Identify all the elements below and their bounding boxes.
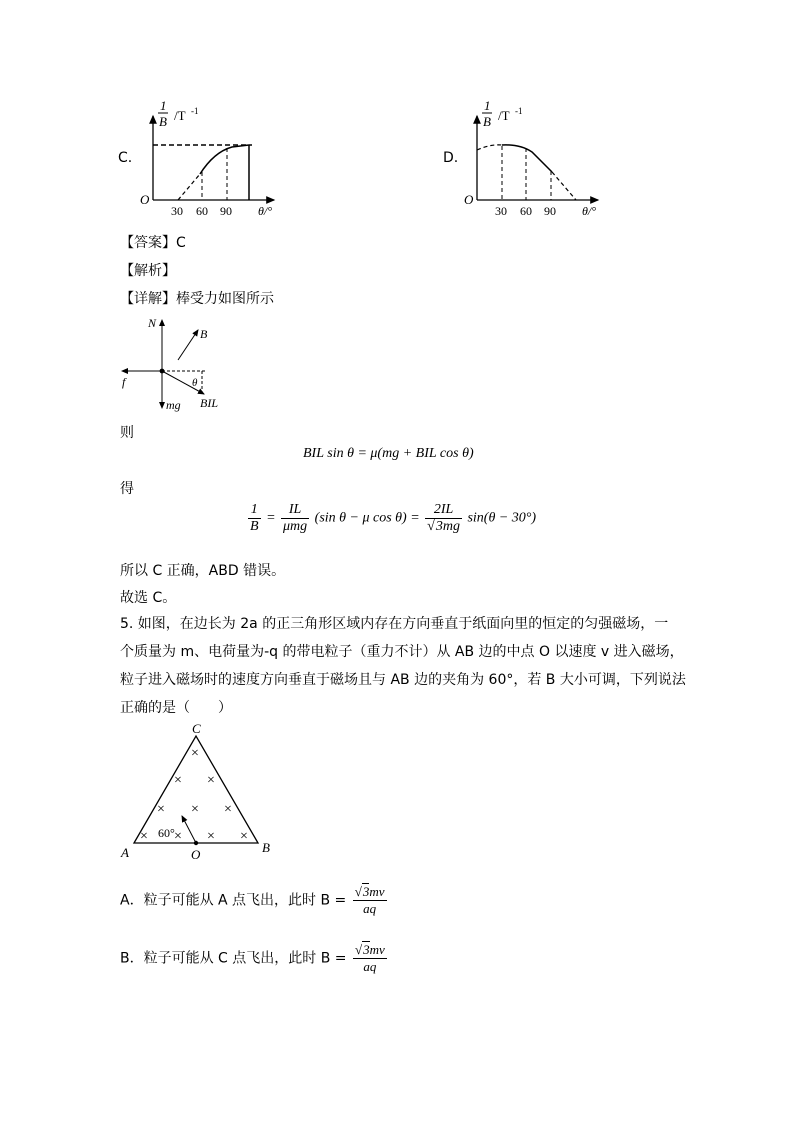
vertex-c-label: C: [192, 721, 201, 736]
force-theta-label: θ: [192, 377, 198, 389]
force-mg-label: mg: [166, 398, 181, 412]
rod-point: [160, 369, 165, 374]
option-b-text: B．粒子可能从 C 点飞出，此时 B =: [120, 950, 347, 967]
graph-c-curve: [200, 145, 249, 174]
graph-c: [136, 96, 296, 218]
graph-d-y-num: 1: [484, 98, 491, 113]
eq2-lhs-num: 1: [248, 502, 261, 519]
force-diagram: [116, 312, 226, 416]
graph-d-tick-90: 90: [544, 204, 556, 218]
graph-c-y-unit: /T: [174, 108, 186, 123]
eq2-equals: =: [266, 510, 276, 526]
graph-d-tick-30: 30: [495, 204, 507, 218]
conclusion-1: 所以 C 正确，ABD 错误。: [120, 563, 286, 579]
b-field-arrow: [178, 330, 198, 360]
graph-d-tick-60: 60: [520, 204, 532, 218]
option-b-den: aq: [363, 959, 377, 974]
field-cross: ×: [191, 746, 199, 761]
eq2-f1-num: IL: [281, 502, 309, 519]
option-a-den: aq: [363, 901, 377, 916]
graph-d-curve-dashed-right: [552, 172, 576, 200]
graph-d-curve: [502, 145, 552, 172]
force-bil-label: BIL: [200, 396, 218, 410]
graph-d-curve-dashed-left: [477, 145, 502, 150]
equation-1: BIL sin θ = μ(mg + BIL cos θ): [303, 446, 474, 461]
option-b: B．粒子可能从 C 点飞出，此时 B = $\frac{√3mv}{aq}$: [120, 942, 385, 974]
graph-d-y-unit-exp: -1: [515, 106, 523, 116]
eq2-f2-den-rest: mg: [442, 519, 460, 534]
graph-c-origin: O: [140, 192, 150, 207]
analysis-tag: 【解析】: [120, 263, 176, 279]
graph-c-y-num: 1: [160, 98, 167, 113]
detail-tag: 【详解】: [120, 291, 176, 307]
answer-tag: 【答案】: [120, 235, 176, 251]
conclusion-2: 故选 C。: [120, 590, 177, 606]
option-b-num-root: 3: [363, 942, 370, 957]
eq2-mid: (sin θ − μ cos θ) =: [314, 510, 420, 526]
field-cross: ×: [174, 829, 182, 844]
eq2-lhs-den: B: [250, 519, 259, 534]
eq2-f2-num: 2IL: [425, 502, 462, 519]
field-cross: ×: [174, 773, 182, 788]
vertex-b-label: B: [262, 840, 270, 855]
vertex-a-label: A: [121, 845, 129, 860]
field-cross: ×: [224, 802, 232, 817]
angle-label: 60°: [158, 826, 175, 840]
question5-line2: 个质量为 m、电荷量为-q 的带电粒子（重力不计）从 AB 边的中点 O 以速度 v 进入磁场，: [120, 644, 684, 660]
graph-c-tick-30: 30: [171, 204, 183, 218]
answer-line: [120, 232, 186, 252]
eq2-tail: sin(θ − 30°): [467, 510, 537, 526]
answer-value: C: [176, 235, 186, 251]
graph-d-x-label: θ/°: [582, 204, 597, 218]
detail-line: [120, 288, 274, 308]
force-n-label: N: [148, 316, 157, 330]
option-c-label: C.: [118, 150, 133, 166]
point-o-label: O: [191, 847, 201, 862]
field-cross: ×: [207, 829, 215, 844]
question5-line4: 正确的是（ ）: [120, 700, 232, 716]
graph-d-origin: O: [464, 192, 474, 207]
graph-c-y-den: B: [159, 114, 167, 129]
field-cross: ×: [191, 802, 199, 817]
bil-arrow: [162, 371, 204, 394]
equation-2: $\frac{1}{B}$ = $\frac{IL}{\text{μmg}}$ (sin θ − μ cos θ) = $\frac{2IL}{√3mg}$ sin(θ − 30°): [250, 502, 537, 534]
field-cross: ×: [207, 773, 215, 788]
velocity-arrow: [182, 816, 196, 843]
graph-c-tick-60: 60: [196, 204, 208, 218]
option-a-num-root: 3: [362, 884, 370, 899]
force-f-label: f: [122, 375, 126, 389]
triangle-diagram: [118, 718, 278, 864]
field-cross: ×: [140, 829, 148, 844]
word-then: 则: [120, 425, 134, 441]
field-cross: ×: [240, 829, 248, 844]
question5-line1: 5. 如图，在边长为 2a 的正三角形区域内存在方向垂直于纸面向里的恒定的匀强磁场，一: [120, 616, 669, 632]
eq2-f2-den-root: 3: [435, 519, 443, 534]
question5-line3: 粒子进入磁场时的速度方向垂直于磁场且与 AB 边的夹角为 60°，若 B 大小可调，下列说法: [120, 672, 686, 688]
field-crosses: [140, 746, 248, 844]
force-b-label: B: [200, 327, 208, 341]
option-b-num-rest: mv: [369, 942, 385, 957]
graph-c-y-unit-exp: -1: [191, 106, 199, 116]
graph-c-curve-dashed: [178, 174, 200, 200]
eq2-f1-den: μmg: [283, 519, 308, 534]
graph-d-y-den: B: [483, 114, 491, 129]
word-get: 得: [120, 481, 134, 497]
option-d-label: D.: [443, 150, 459, 166]
graph-d: [460, 96, 620, 218]
detail-text: 棒受力如图所示: [176, 291, 274, 307]
graph-d-y-unit: /T: [498, 108, 510, 123]
option-a-num-rest: mv: [369, 884, 385, 899]
graph-c-x-label: θ/°: [258, 204, 273, 218]
field-cross: ×: [157, 802, 165, 817]
option-a-text: A．粒子可能从 A 点飞出，此时 B =: [120, 892, 347, 909]
option-a: A．粒子可能从 A 点飞出，此时 B = $\frac{√3mv}{aq}$: [120, 884, 385, 916]
graph-c-tick-90: 90: [220, 204, 232, 218]
